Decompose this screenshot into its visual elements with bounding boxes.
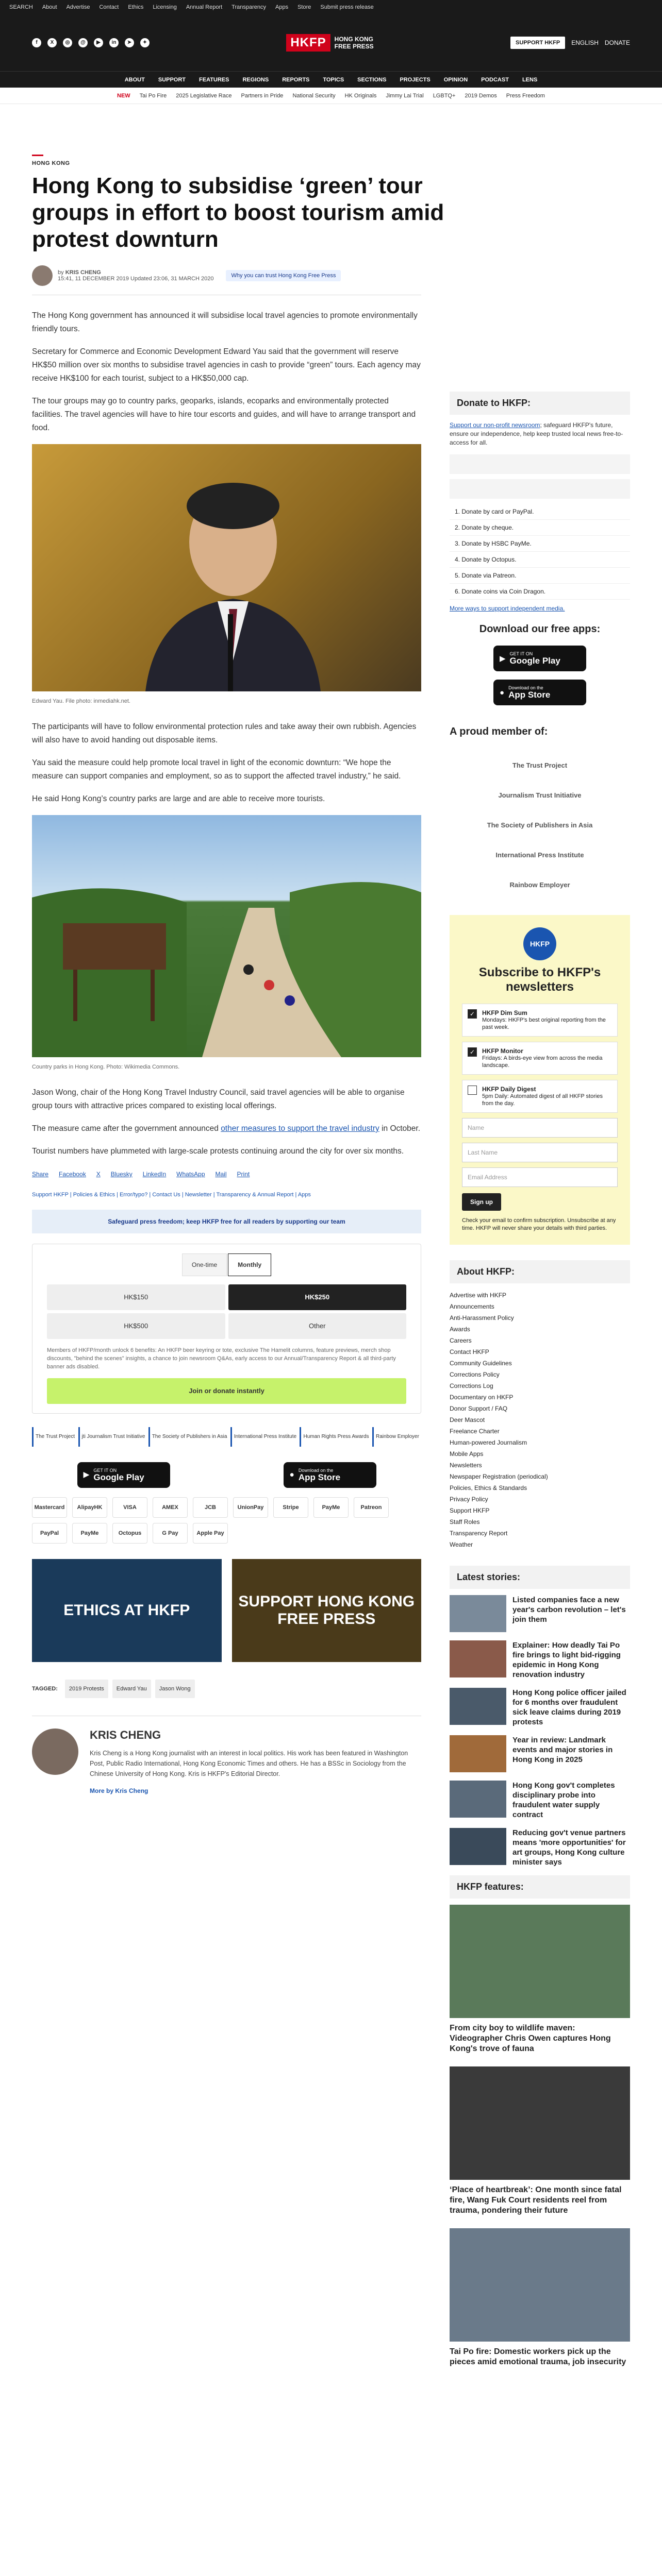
about-link[interactable]: Community Guidelines — [450, 1360, 512, 1367]
edward-yau-figure — [32, 444, 421, 691]
author-photo[interactable] — [32, 1728, 78, 1775]
badge-big-text: Google Play — [509, 656, 560, 666]
section-label[interactable]: HONG KONG — [32, 155, 70, 166]
latest-heading: Latest stories: — [450, 1566, 630, 1589]
story-thumbnail[interactable] — [450, 1828, 506, 1865]
features-heading: HKFP features: — [450, 1875, 630, 1899]
payment-logo[interactable]: G Pay — [153, 1523, 188, 1544]
donate-method[interactable]: 3. Donate by HSBC PayMe. — [450, 536, 630, 552]
tag[interactable]: Edward Yau — [112, 1680, 151, 1698]
utility-link[interactable]: About — [42, 4, 57, 10]
about-link[interactable]: Staff Roles — [450, 1518, 480, 1526]
membership-note: Members of HKFP/month unlock 6 benefits: An HKFP beer keyring or tote, exclusive The Hamelit columns, feature previews, merch shop discounts, "behind the scenes" insights, a chance to join newsroom Q&As, early access to our Annual/Transparency Report & all third-party banner ads disabled. — [47, 1347, 396, 1370]
partner-logo[interactable]: jti Journalism Trust Initiative — [78, 1427, 147, 1447]
utility-link[interactable]: Apps — [275, 4, 289, 10]
payment-logo[interactable]: AlipayHK — [72, 1497, 107, 1518]
paragraph: The Hong Kong government has announced it will subsidise local travel agencies to promote environmentally friendly tours. — [32, 311, 418, 333]
logo-line-1: HONG KONG — [334, 36, 373, 43]
payment-logo[interactable]: PayPal — [32, 1523, 67, 1544]
partner-logo[interactable]: International Press Institute — [230, 1427, 299, 1447]
about-link[interactable]: Newspaper Registration (periodical) — [450, 1473, 548, 1480]
bluesky-icon[interactable]: ✦ — [140, 38, 150, 47]
option-name: HKFP Dim Sum — [482, 1009, 527, 1016]
donate-intro — [450, 421, 630, 447]
paragraph: The tour groups may go to country parks, geoparks, islands, ecoparks and environmentally protected facilities. The travel agencies will have to hire tour escorts and guides, and will have to arrange transport and food. — [32, 397, 416, 432]
story-title[interactable]: Year in review: Landmark events and major stories in Hong Kong in 2025 — [512, 1736, 613, 1764]
trending-item[interactable]: Tai Po Fire — [139, 92, 167, 99]
story-item[interactable] — [450, 1781, 630, 1820]
share-mail[interactable]: Mail — [215, 1171, 227, 1178]
byline-prefix: by — [58, 269, 64, 276]
donate-button[interactable]: Join or donate instantly — [47, 1378, 406, 1404]
byline — [32, 265, 341, 286]
badge-small-text: GET IT ON — [93, 1468, 117, 1473]
badge-big-text: App Store — [508, 690, 551, 700]
feature-image[interactable] — [450, 2066, 630, 2180]
country-park-scene — [32, 815, 421, 1057]
donate-widget — [32, 1244, 421, 1414]
about-heading: About HKFP: — [450, 1260, 630, 1283]
story-title[interactable]: Hong Kong police officer jailed for 6 months over fraudulent sick leave claims during 2019 protests — [512, 1688, 626, 1726]
about-link[interactable]: Corrections Policy — [450, 1371, 500, 1378]
amount-grid — [47, 1284, 406, 1339]
edward-yau-photo[interactable] — [32, 444, 421, 691]
amount-option[interactable]: HK$150 — [47, 1284, 225, 1310]
google-play-badge[interactable] — [77, 1462, 170, 1488]
newsletter-option[interactable] — [462, 1004, 618, 1037]
newsletter-option[interactable] — [462, 1042, 618, 1075]
more-by-author-link[interactable]: More by Kris Cheng — [90, 1787, 148, 1794]
about-link[interactable]: Announcements — [450, 1303, 494, 1310]
payment-logo[interactable]: Patreon — [354, 1497, 389, 1518]
linkedin-icon[interactable]: in — [109, 38, 119, 47]
payment-methods — [32, 1497, 421, 1544]
logo-line-2: FREE PRESS — [334, 43, 374, 50]
payment-logo[interactable]: PayMe — [72, 1523, 107, 1544]
partner-logo[interactable]: Rainbow Employer — [372, 1427, 421, 1447]
nav-item[interactable]: OPINION — [443, 76, 468, 83]
site-logo[interactable] — [286, 34, 373, 52]
trust-button[interactable]: Why you can trust Hong Kong Free Press — [226, 270, 341, 281]
header-actions — [510, 37, 630, 49]
telegram-icon[interactable]: ➤ — [125, 38, 134, 47]
one-time-tab[interactable]: One-time — [182, 1253, 227, 1276]
about-list — [450, 1290, 630, 1550]
monthly-tab[interactable]: Monthly — [228, 1253, 271, 1276]
feature-image[interactable] — [450, 1905, 630, 2018]
badge-small-text: Download on the — [508, 685, 543, 690]
country-park-photo[interactable] — [32, 815, 421, 1057]
paragraph-text: in October. — [379, 1124, 421, 1133]
about-link[interactable]: Anti-Harassment Policy — [450, 1314, 514, 1321]
paragraph: Jason Wong, chair of the Hong Kong Travel Industry Council, said travel agencies will be able to organise group tours with attractive prices compared to existing local offerings. — [32, 1088, 405, 1110]
share-label: Share — [32, 1171, 49, 1178]
story-item[interactable] — [450, 1688, 630, 1727]
newsletter-box — [450, 915, 630, 1245]
latest-stories — [450, 1566, 630, 1867]
threads-icon[interactable]: @ — [78, 38, 88, 47]
nav-item[interactable]: TOPICS — [323, 76, 344, 83]
member-heading: A proud member of: — [450, 726, 548, 737]
feature-title[interactable]: Tai Po fire: Domestic workers pick up the pieces amid emotional trauma, job insecurity — [450, 2347, 626, 2366]
app-store-badge[interactable] — [493, 680, 586, 705]
trending-item[interactable]: National Security — [292, 92, 336, 99]
social-icons — [32, 38, 150, 47]
author-name[interactable]: KRIS CHENG — [90, 1728, 161, 1741]
publish-dates: 15:41, 11 DECEMBER 2019 Updated 23:06, 31 MARCH 2020 — [58, 276, 214, 282]
donate-method[interactable]: 6. Donate coins via Coin Dragon. — [450, 584, 630, 600]
support-hkfp-button[interactable]: SUPPORT HKFP — [510, 37, 565, 49]
partner-logo[interactable]: The Trust Project — [32, 1427, 77, 1447]
payment-logo[interactable]: VISA — [112, 1497, 147, 1518]
payment-strip — [450, 454, 630, 474]
feature-image[interactable] — [450, 2228, 630, 2342]
amount-option-selected[interactable]: HK$250 — [228, 1284, 407, 1310]
story-item[interactable] — [450, 1828, 630, 1867]
nav-item[interactable]: REGIONS — [242, 76, 269, 83]
utility-link[interactable]: Store — [297, 4, 311, 10]
share-x[interactable]: X — [96, 1171, 101, 1178]
nav-item[interactable]: REPORTS — [282, 76, 310, 83]
frequency-toggle — [47, 1253, 406, 1276]
hkfp-badge: HKFP — [523, 927, 556, 960]
support-banner[interactable]: Safeguard press freedom; keep HKFP free for all readers by supporting our team — [32, 1210, 421, 1233]
paragraph: He said Hong Kong’s country parks are large and are able to receive more tourists. — [32, 794, 325, 803]
option-desc: 5pm Daily: Automated digest of all HKFP stories from the day. — [482, 1093, 603, 1107]
about-link[interactable]: Support HKFP — [450, 1507, 490, 1514]
nav-item[interactable]: ABOUT — [124, 76, 145, 83]
feature-title[interactable]: From city boy to wildlife maven: Videographer Chris Owen captures Hong Kong's trove of fauna — [450, 2024, 611, 2053]
paragraph: The participants will have to follow environmental protection rules and take away their own rubbish. Agencies will also have to avoid handing out disposable items. — [32, 722, 417, 744]
badge-big-text: App Store — [298, 1472, 341, 1482]
donate-method[interactable]: 2. Donate by cheque. — [450, 520, 630, 536]
about-link[interactable]: Human-powered Journalism — [450, 1439, 527, 1446]
payment-logo[interactable]: JCB — [193, 1497, 228, 1518]
main-nav — [0, 71, 662, 88]
store-badges — [32, 1462, 421, 1488]
donate-method[interactable]: 4. Donate by Octopus. — [450, 552, 630, 568]
trending-item[interactable]: 2025 Legislative Race — [176, 92, 232, 99]
about-link[interactable]: Transparency Report — [450, 1530, 508, 1537]
story-title[interactable]: Hong Kong gov't completes disciplinary probe into fraudulent water supply contract — [512, 1781, 615, 1819]
search-link[interactable]: SEARCH — [9, 4, 33, 10]
story-thumbnail[interactable] — [450, 1688, 506, 1725]
about-link[interactable]: Contact HKFP — [450, 1348, 489, 1355]
trending-item[interactable]: Jimmy Lai Trial — [386, 92, 424, 99]
member-logo[interactable]: The Trust Project — [512, 761, 568, 769]
author-link[interactable]: KRIS CHENG — [65, 269, 101, 276]
story-item[interactable] — [450, 1735, 630, 1772]
ethics-promo[interactable]: ETHICS AT HKFP — [32, 1559, 222, 1662]
story-thumbnail[interactable] — [450, 1735, 506, 1772]
amount-option[interactable]: Other — [228, 1313, 407, 1339]
apple-icon: ● — [500, 688, 505, 697]
about-link[interactable]: Mobile Apps — [450, 1450, 484, 1458]
google-play-icon: ▶ — [500, 654, 506, 663]
about-link[interactable]: Documentary on HKFP — [450, 1394, 514, 1401]
partner-logo[interactable]: Human Rights Press Awards — [300, 1427, 371, 1447]
about-link[interactable]: Advertise with HKFP — [450, 1292, 507, 1299]
google-play-badge[interactable] — [493, 646, 586, 671]
trending-item[interactable]: Partners in Pride — [241, 92, 284, 99]
google-play-icon: ▶ — [83, 1470, 90, 1479]
story-title[interactable]: Listed companies face a new year's carbon revolution – let's join them — [512, 1596, 626, 1624]
article-body — [32, 309, 421, 1798]
logo-text — [335, 36, 374, 50]
about-link[interactable]: Newsletters — [450, 1462, 482, 1469]
tag[interactable]: Jason Wong — [155, 1680, 195, 1698]
donate-intro-link[interactable]: Support our non-profit newsroom — [450, 421, 540, 429]
option-desc: Fridays: A birds-eye view from across the media landscape. — [482, 1055, 603, 1069]
paragraph: Tourist numbers have plummeted with large-scale protests continuing around the city for over six months. — [32, 1147, 404, 1156]
option-desc: Mondays: HKFP's best original reporting from the past week. — [482, 1017, 606, 1030]
first-name-input[interactable]: Name — [462, 1118, 618, 1138]
story-thumbnail[interactable] — [450, 1640, 506, 1677]
donate-intro-text: ; safeguard HKFP's future, ensure our independence, help keep trusted local news free-to-access for all. — [450, 421, 623, 446]
newsletter-footnote: Check your email to confirm subscription. Unsubscribe at any time. HKFP will never share your details with third parties. — [462, 1217, 616, 1231]
donate-method[interactable]: 5. Donate via Patreon. — [450, 568, 630, 584]
trending-item[interactable]: 2019 Demos — [465, 92, 497, 99]
checkbox[interactable] — [468, 1086, 477, 1095]
byline-text — [58, 269, 213, 282]
sidebar — [450, 392, 630, 2380]
photo-caption: Edward Yau. File photo: inmediahk.net. — [32, 698, 130, 704]
about-link[interactable]: Awards — [450, 1326, 470, 1333]
amount-option[interactable]: HK$500 — [47, 1313, 225, 1339]
about-link[interactable]: Deer Mascot — [450, 1416, 485, 1423]
newsletter-option[interactable] — [462, 1080, 618, 1113]
utility-link[interactable]: Advertise — [66, 4, 90, 10]
member-logo[interactable]: Rainbow Employer — [509, 880, 570, 889]
utility-link[interactable]: Licensing — [153, 4, 177, 10]
share-print[interactable]: Print — [237, 1171, 250, 1178]
paragraph — [32, 1122, 421, 1136]
inline-link[interactable]: other measures to support the travel industry — [221, 1124, 379, 1133]
checkbox-checked[interactable]: ✓ — [468, 1009, 477, 1019]
author-avatar[interactable] — [32, 265, 53, 286]
share-whatsapp[interactable]: WhatsApp — [176, 1171, 205, 1178]
last-name-input[interactable]: Last Name — [462, 1143, 618, 1162]
more-ways-link[interactable]: More ways to support independent media. — [450, 605, 565, 612]
nav-item[interactable]: SUPPORT — [158, 76, 186, 83]
language-switch[interactable]: ENGLISH — [571, 39, 599, 46]
share-linkedin[interactable]: LinkedIn — [142, 1171, 167, 1178]
checkbox-checked[interactable]: ✓ — [468, 1047, 477, 1057]
option-name: HKFP Monitor — [482, 1047, 523, 1055]
trending-item[interactable]: Press Freedom — [506, 92, 545, 99]
promo-banners — [32, 1559, 421, 1662]
payment-logo[interactable]: Stripe — [273, 1497, 308, 1518]
about-link[interactable]: Privacy Policy — [450, 1496, 488, 1503]
story-title[interactable]: Explainer: How deadly Tai Po fire brings to light bid-rigging epidemic in Hong Kong renovation industry — [512, 1641, 621, 1679]
signup-button[interactable]: Sign up — [462, 1193, 501, 1211]
trending-nav — [0, 88, 662, 104]
share-facebook[interactable]: Facebook — [59, 1171, 86, 1178]
payment-logo[interactable]: Apple Pay — [193, 1523, 228, 1544]
about-link[interactable]: Weather — [450, 1541, 473, 1548]
utility-link[interactable]: Contact — [99, 4, 119, 10]
utility-link[interactable]: Ethics — [128, 4, 144, 10]
facebook-icon[interactable]: f — [32, 38, 41, 47]
donate-link[interactable]: DONATE — [604, 39, 630, 46]
partner-logo[interactable]: The Society of Publishers in Asia — [148, 1427, 229, 1447]
paragraph-text: The measure came after the government announced — [32, 1124, 221, 1133]
author-box — [32, 1716, 421, 1798]
utility-bar — [0, 0, 662, 14]
site-header — [0, 14, 662, 71]
tag-list — [32, 1680, 421, 1698]
tag[interactable]: 2019 Protests — [65, 1680, 108, 1698]
support-promo[interactable]: SUPPORT HONG KONG FREE PRESS — [232, 1559, 422, 1662]
payment-logo[interactable]: Octopus — [112, 1523, 147, 1544]
trending-item[interactable]: HK Originals — [344, 92, 377, 99]
nav-item[interactable]: LENS — [522, 76, 538, 83]
payment-strip — [450, 479, 630, 499]
donate-heading: Donate to HKFP: — [450, 392, 630, 415]
newsletter-title: Subscribe to HKFP's newsletters — [478, 965, 601, 994]
feature-title[interactable]: ‘Place of heartbreak’: One month since fatal fire, Wang Fuk Court residents reel from trauma, pondering their future — [450, 2185, 622, 2215]
utility-link[interactable]: Transparency — [231, 4, 266, 10]
trending-item[interactable]: LGBTQ+ — [433, 92, 456, 99]
option-name: HKFP Daily Digest — [482, 1086, 536, 1093]
partner-logos — [32, 1427, 421, 1447]
paragraph: Secretary for Commerce and Economic Development Edward Yau said that the government will reserve HK$50 million over six months to subsidise travel agencies in cash to provide “green” tours. Each agency may receive HK$100 for each tourist, subject to a HK$50,000 cap. — [32, 347, 421, 383]
member-logo[interactable]: International Press Institute — [495, 851, 584, 859]
new-badge: NEW — [117, 92, 130, 99]
share-bluesky[interactable]: Bluesky — [110, 1171, 133, 1178]
paragraph: Yau said the measure could help promote local travel in light of the economic downturn: “We hope the measure can support companies and employment, so as to support the affected travel industry,” he said. — [32, 758, 401, 781]
nav-item[interactable]: SECTIONS — [357, 76, 387, 83]
story-item[interactable] — [450, 1640, 630, 1680]
payment-logo[interactable]: PayMe — [313, 1497, 349, 1518]
apps-heading: Download our free apps: — [479, 623, 601, 635]
about-link[interactable]: Freelance Charter — [450, 1428, 500, 1435]
email-input[interactable]: Email Address — [462, 1167, 618, 1187]
donate-method[interactable]: 1. Donate by card or PayPal. — [450, 504, 630, 520]
nav-item[interactable]: PODCAST — [481, 76, 509, 83]
app-store-badge[interactable] — [284, 1462, 376, 1488]
payment-logo[interactable]: Mastercard — [32, 1497, 67, 1518]
member-logo[interactable]: The Society of Publishers in Asia — [487, 821, 593, 829]
nav-item[interactable]: FEATURES — [199, 76, 229, 83]
photo-caption: Country parks in Hong Kong. Photo: Wikimedia Commons. — [32, 1064, 180, 1070]
member-logos — [450, 750, 630, 900]
about-link[interactable]: Corrections Log — [450, 1382, 493, 1389]
story-title[interactable]: Reducing gov't venue partners means 'more opportunities' for art groups, Hong Kong culture minister says — [512, 1828, 626, 1867]
nav-item[interactable]: PROJECTS — [400, 76, 431, 83]
story-thumbnail[interactable] — [450, 1595, 506, 1632]
share-bar — [32, 1167, 421, 1181]
youtube-icon[interactable]: ▶ — [94, 38, 103, 47]
utility-link[interactable]: Annual Report — [186, 4, 223, 10]
footer-links[interactable]: Support HKFP | Policies & Ethics | Error/typo? | Contact Us | Newsletter | Transparency & Annual Report | Apps — [32, 1192, 311, 1198]
donate-methods — [450, 504, 630, 600]
badge-small-text: Download on the — [298, 1468, 334, 1473]
member-logo[interactable]: Journalism Trust Initiative — [498, 791, 582, 799]
story-thumbnail[interactable] — [450, 1781, 506, 1818]
x-icon[interactable]: X — [47, 38, 57, 47]
article-title: Hong Kong to subsidise ‘green’ tour groups in effort to boost tourism amid protest downturn — [32, 173, 444, 252]
about-link[interactable]: Careers — [450, 1337, 472, 1344]
tagged-label: TAGGED: — [32, 1686, 58, 1692]
payment-logo[interactable]: AMEX — [153, 1497, 188, 1518]
story-item[interactable] — [450, 1595, 630, 1632]
features-section — [450, 1875, 630, 2367]
utility-link[interactable]: Submit press release — [320, 4, 374, 10]
badge-big-text: Google Play — [93, 1472, 144, 1482]
about-link[interactable]: Donor Support / FAQ — [450, 1405, 508, 1412]
author-bio: Kris Cheng is a Hong Kong journalist with an interest in local politics. His work has been featured in Washington Post, Public Radio International, Hong Kong Economic Times and others. He has a BSSc in Sociology from the Chinese University of Hong Kong. Kris is HKFP's Editorial Director. — [90, 1750, 408, 1777]
logo-mark: HKFP — [286, 34, 330, 52]
utility-links — [42, 4, 374, 10]
payment-logo[interactable]: UnionPay — [233, 1497, 268, 1518]
badge-small-text: GET IT ON — [509, 651, 533, 656]
about-link[interactable]: Policies, Ethics & Standards — [450, 1484, 527, 1492]
apple-icon: ● — [289, 1470, 294, 1479]
instagram-icon[interactable]: ◎ — [63, 38, 72, 47]
